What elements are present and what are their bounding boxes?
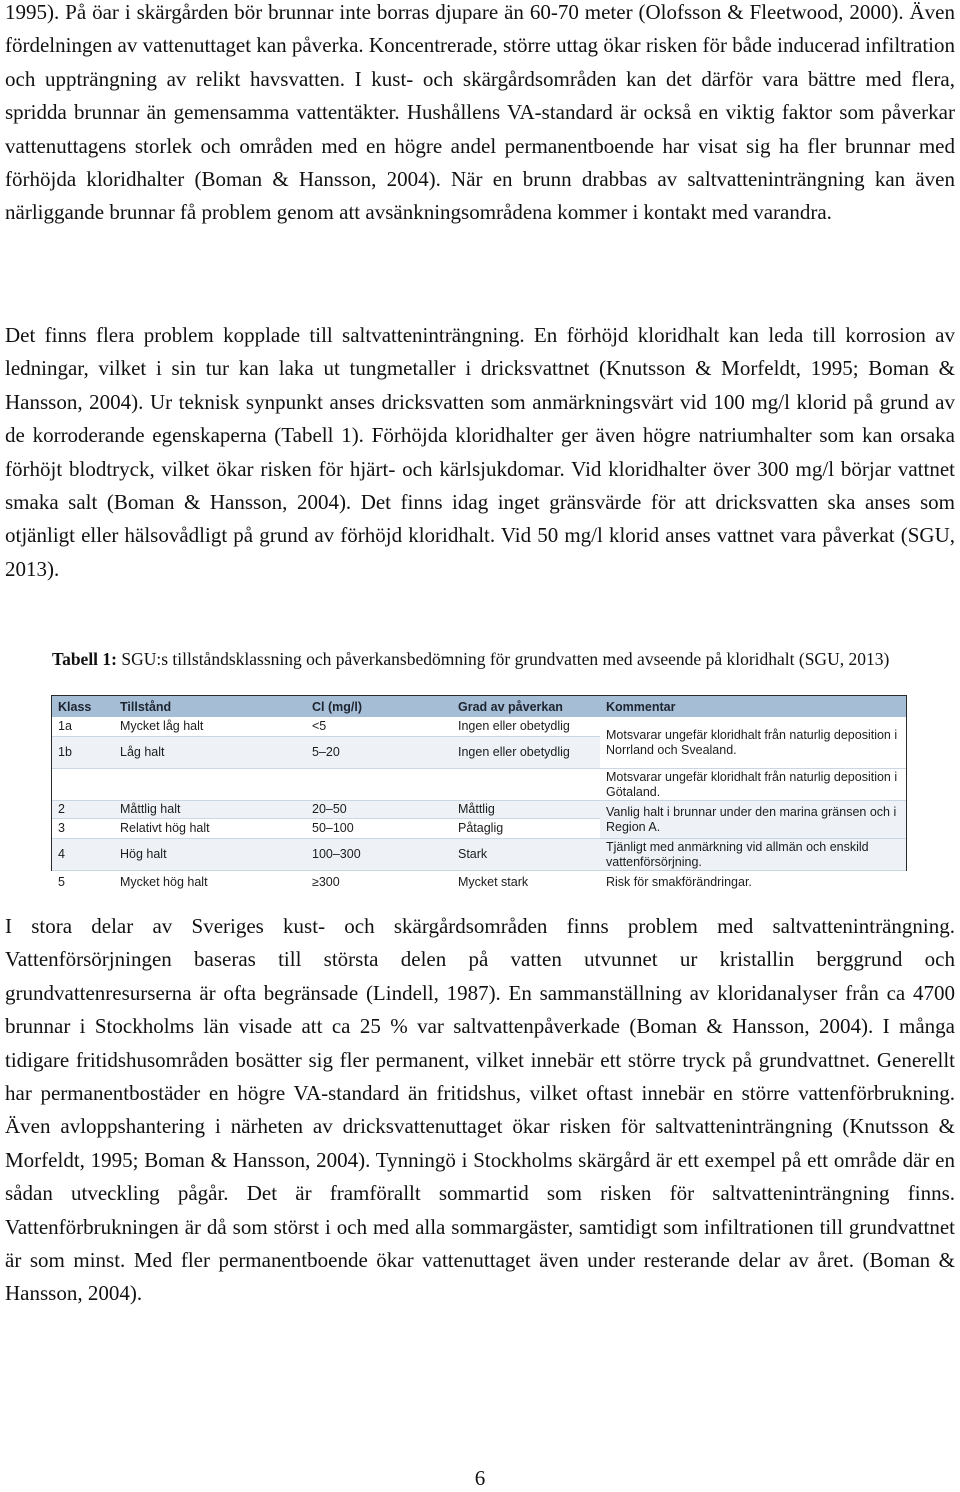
table-row (52, 769, 906, 801)
cell-grad (452, 769, 600, 801)
cell-tillstand: Låg halt (114, 737, 306, 769)
cell-klass: 2 (52, 801, 114, 819)
table-grid (52, 696, 906, 893)
table-row (52, 801, 906, 819)
body-paragraph-2: Det finns flera problem kopplade till saltvatteninträngning. En förhöjd kloridhalt kan leda till korrosion av ledningar, vilket i sin tur kan laka ut tungmetaller i dricksvattnet (Knutsson & Morfeldt, 1995; Boman & Hansson, 2004). Ur teknisk synpunkt anses dricksvatten som anmärkningsvärt vid 100 mg/l klorid på grund av de korroderande egenskaperna (Tabell 1). Förhöjda kloridhalter ger även högre natriumhalter som kan orsaka förhöjt blodtryck, vilket ökar risken för hjärt- och kärlsjukdomar. Vid kloridhalter över 300 mg/l börjar vattnet smaka salt (Boman & Hansson, 2004). Det finns idag inget gränsvärde för att dricksvatten ska anses som otjänligt eller hälsovådligt på grund av förhöjd kloridhalt. Vid 50 mg/l klorid anses vattnet vara påverkat (SGU, 2013). (5, 323, 955, 581)
cell-grad: Påtaglig (452, 819, 600, 839)
cell-kommentar: Risk för smakförändringar. (606, 874, 752, 889)
cell-grad: Mycket stark (458, 874, 529, 889)
cell-cl: 20–50 (306, 801, 452, 819)
table-caption (52, 647, 952, 672)
table-row (52, 839, 906, 871)
cell-cl: 50–100 (306, 819, 452, 839)
cell-klass: 3 (52, 819, 114, 839)
body-paragraph-3: I stora delar av Sveriges kust- och skärgårdsområden finns problem med saltvatteninträngning. Vattenförsörjningen baseras till största delen på vatten utvunnet ur kristallin berggrund och grundvattenresurserna är ofta begränsade (Lindell, 1987). En sammanställning av kloridanalyser från ca 4700 brunnar i Stockholms län visade att ca 25 % var saltvattenpåverkade (Boman & Hansson, 2004). I många tidigare fritidshusområden bosätter sig fler permanent, vilket innebär ett större tryck på grundvattnet. Generellt har permanentbostäder en högre VA-standard än fritidshus, vilket oftast innebär en större vattenförbrukning. Även avloppshantering i närheten av dricksvattenuttaget ökar risken för saltvatteninträngning (Knutsson & Morfeldt, 1995; Boman & Hansson, 2004). Tynningö i Stockholms skärgård är ett exempel på ett område där en sådan utveckling pågår. Det är framförallt sommartid som risken för saltvatteninträngning finns. Vattenförbrukningen är då som störst i och med alla sommargäster, samtidigt som infiltrationen till grundvattnet är som minst. Med fler permanentboende ökar vattenuttaget även under resterande delar av året. (Boman & Hansson, 2004). (5, 914, 955, 1306)
cell-kommentar: Motsvarar ungefär kloridhalt från naturlig deposition i Götaland. (600, 769, 906, 801)
cell-klass: 4 (52, 839, 114, 871)
cell-kommentar: Motsvarar ungefär kloridhalt från naturlig deposition i Norrland och Svealand. (600, 717, 906, 769)
cell-klass: 5 (58, 874, 65, 889)
header-cl: Cl (mg/l) (306, 696, 452, 717)
cell-grad: Ingen eller obetydlig (452, 717, 600, 737)
table-header-row (52, 696, 906, 717)
cell-tillstand (114, 769, 306, 801)
table-row (52, 717, 906, 737)
cell-cl: 100–300 (306, 839, 452, 871)
cell-tillstand: Hög halt (114, 839, 306, 871)
cell-tillstand: Relativt hög halt (114, 819, 306, 839)
header-kommentar: Kommentar (600, 696, 906, 717)
cell-cl: <5 (306, 717, 452, 737)
cell-grad: Ingen eller obetydlig (452, 737, 600, 769)
cell-tillstand: Mycket låg halt (114, 717, 306, 737)
cell-cl: 5–20 (306, 737, 452, 769)
cell-kommentar: Vanlig halt i brunnar under den marina gränsen och i Region A. (600, 801, 906, 839)
cell-cl: ≥300 (312, 874, 340, 889)
table-row (52, 871, 906, 894)
cell-grad: Stark (452, 839, 600, 871)
header-grad: Grad av påverkan (452, 696, 600, 717)
cell-grad: Måttlig (452, 801, 600, 819)
table-caption-label: Tabell 1: (52, 649, 117, 669)
cell-klass: 1a (52, 717, 114, 737)
cell-tillstand: Mycket hög halt (120, 874, 208, 889)
page-number: 6 (474, 1466, 486, 1490)
cell-kommentar: Tjänligt med anmärkning vid allmän och enskild vattenförsörjning. (600, 839, 906, 871)
cell-klass (52, 769, 114, 801)
header-tillstand: Tillstånd (114, 696, 306, 717)
body-paragraph-1: 1995). På öar i skärgården bör brunnar inte borras djupare än 60-70 meter (Olofsson & Fleetwood, 2000). Även fördelningen av vattenuttaget kan påverka. Koncentrerade, större uttag ökar risken för både inducerad infiltration och uppträngning av relikt havsvatten. I kust- och skärgårdsområden kan det därför vara bättre med flera, spridda brunnar än gemensamma vattentäkter. Hushållens VA-standard är också en viktig faktor som påverkar vattenuttagens storlek och områden med en högre andel permanentboende har visat sig ha fler brunnar med förhöjda kloridhalter (Boman & Hansson, 2004). När en brunn drabbas av saltvatteninträngning kan även närliggande brunnar få problem genom att avsänkningsområdena kommer i kontakt med varandra. (5, 0, 955, 225)
cell-tillstand: Måttlig halt (114, 801, 306, 819)
chloride-classification-table (51, 695, 907, 889)
cell-klass: 1b (52, 737, 114, 769)
table-caption-text: SGU:s tillståndsklassning och påverkansbedömning för grundvatten med avseende på kloridhalt (SGU, 2013) (117, 649, 890, 669)
cell-cl (306, 769, 452, 801)
header-klass: Klass (52, 696, 114, 717)
